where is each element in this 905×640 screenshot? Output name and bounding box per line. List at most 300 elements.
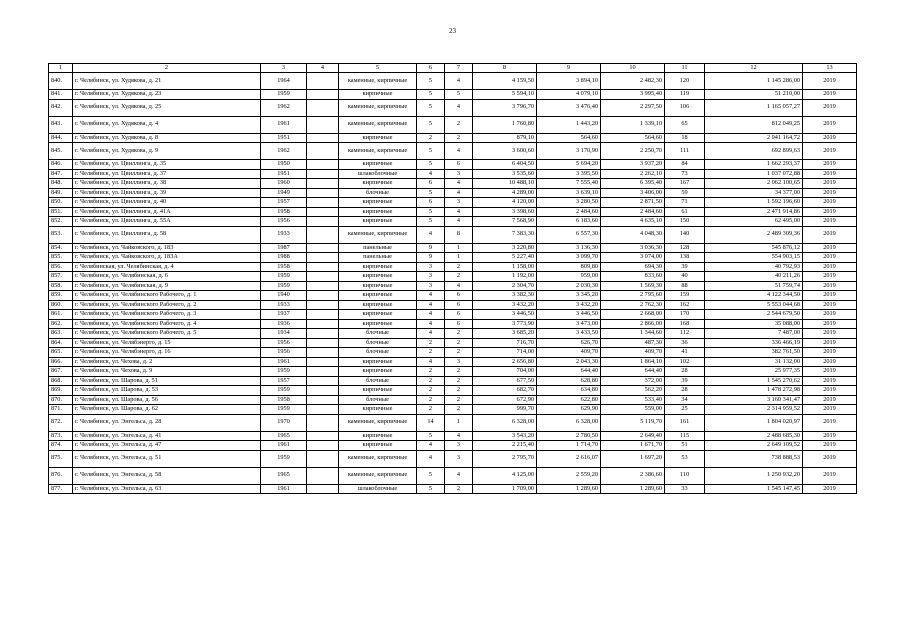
cell-wall-material: кирпичные — [339, 291, 417, 301]
table-row — [49, 310, 857, 320]
cell-cost: 1 145 286,00 — [705, 73, 803, 90]
cell-col4 — [307, 90, 339, 100]
cell-entrances: 1 — [445, 414, 473, 431]
cell-residential-area: 372,00 — [601, 376, 665, 386]
cell-residential-area: 2 871,50 — [601, 198, 665, 208]
cell-col4 — [307, 467, 339, 484]
cell-cost: 31 132,00 — [705, 357, 803, 367]
cell-entrances: 4 — [445, 143, 473, 160]
cell-year: 2019 — [803, 291, 857, 301]
cell-residents: 33 — [665, 484, 705, 494]
cell-col4 — [307, 441, 339, 451]
table-row — [49, 367, 857, 377]
cell-premises-area: 4 079,10 — [537, 90, 601, 100]
cell-address: г. Челябинск, ул. Худякова, д. 25 — [73, 99, 261, 116]
cell-build-year: 1959 — [261, 281, 307, 291]
cell-col4 — [307, 405, 339, 415]
cell-premises-area: 959,00 — [537, 272, 601, 282]
cell-build-year: 1950 — [261, 160, 307, 170]
cell-build-year: 1959 — [261, 90, 307, 100]
cell-residents: 112 — [665, 329, 705, 339]
cell-residential-area: 3 406,00 — [601, 188, 665, 198]
cell-address: г. Челябинск, ул. Цвиллинга, д. 38 — [73, 179, 261, 189]
cell-total-area: 2 304,70 — [473, 281, 537, 291]
cell-premises-area: 1 289,60 — [537, 484, 601, 494]
cell-floors: 4 — [417, 319, 445, 329]
cell-premises-area: 3 280,50 — [537, 198, 601, 208]
cell-col4 — [307, 386, 339, 396]
cell-floors: 3 — [417, 272, 445, 282]
cell-premises-area: 2 030,30 — [537, 281, 601, 291]
cell-build-year: 1961 — [261, 441, 307, 451]
cell-residents: 73 — [665, 169, 705, 179]
table-row — [49, 73, 857, 90]
table-row — [49, 291, 857, 301]
cell-col4 — [307, 376, 339, 386]
cell-wall-material: блочные — [339, 338, 417, 348]
cell-entrances: 2 — [445, 348, 473, 358]
cell-total-area: 3 685,20 — [473, 329, 537, 339]
cell-year: 2019 — [803, 90, 857, 100]
cell-entrances: 4 — [445, 217, 473, 227]
cell-row-number: 849. — [49, 188, 73, 198]
cell-total-area: 3 773,90 — [473, 319, 537, 329]
cell-wall-material: каменные, кирпичные — [339, 99, 417, 116]
cell-premises-area: 3 432,20 — [537, 300, 601, 310]
cell-entrances: 2 — [445, 395, 473, 405]
cell-premises-area: 6 557,30 — [537, 226, 601, 243]
cell-row-number: 863. — [49, 329, 73, 339]
cell-row-number: 851. — [49, 207, 73, 217]
cell-residential-area: 4 635,10 — [601, 217, 665, 227]
cell-col4 — [307, 281, 339, 291]
cell-cost: 545 876,12 — [705, 243, 803, 253]
cell-residents: 170 — [665, 310, 705, 320]
cell-row-number: 874. — [49, 441, 73, 451]
cell-total-area: 3 220,80 — [473, 243, 537, 253]
cell-year: 2019 — [803, 338, 857, 348]
cell-residential-area: 3 937,20 — [601, 160, 665, 170]
cell-build-year: 1934 — [261, 329, 307, 339]
cell-wall-material: кирпичные — [339, 281, 417, 291]
cell-total-area: 677,50 — [473, 376, 537, 386]
cell-residents: 159 — [665, 291, 705, 301]
cell-premises-area: 2 484,60 — [537, 207, 601, 217]
cell-wall-material: каменные, кирпичные — [339, 450, 417, 467]
cell-build-year: 1964 — [261, 73, 307, 90]
cell-wall-material: каменные, кирпичные — [339, 467, 417, 484]
cell-residents: 65 — [665, 116, 705, 133]
cell-residents: 18 — [665, 133, 705, 143]
cell-col4 — [307, 133, 339, 143]
cell-year: 2019 — [803, 226, 857, 243]
cell-row-number: 855. — [49, 253, 73, 263]
table-row — [49, 90, 857, 100]
cell-residents: 84 — [665, 160, 705, 170]
cell-build-year: 1970 — [261, 414, 307, 431]
cell-year: 2019 — [803, 376, 857, 386]
cell-residential-area: 2 668,00 — [601, 310, 665, 320]
cell-premises-area: 644,40 — [537, 367, 601, 377]
table-row — [49, 300, 857, 310]
cell-row-number: 848. — [49, 179, 73, 189]
cell-row-number: 857. — [49, 272, 73, 282]
cell-premises-area: 1 443,20 — [537, 116, 601, 133]
table-row — [49, 386, 857, 396]
table-row — [49, 272, 857, 282]
cell-total-area: 3 543,20 — [473, 431, 537, 441]
cell-row-number: 858. — [49, 281, 73, 291]
cell-residents: 161 — [665, 414, 705, 431]
cell-residential-area: 562,20 — [601, 386, 665, 396]
cell-row-number: 842. — [49, 99, 73, 116]
column-number-6: 6 — [417, 64, 445, 73]
cell-premises-area: 622,80 — [537, 395, 601, 405]
cell-entrances: 4 — [445, 431, 473, 441]
cell-col4 — [307, 143, 339, 160]
cell-build-year: 1958 — [261, 207, 307, 217]
cell-address: г. Челябинск, ул. Челябинская, д. 6 — [73, 272, 261, 282]
cell-year: 2019 — [803, 253, 857, 263]
cell-row-number: 872. — [49, 414, 73, 431]
cell-residents: 39 — [665, 376, 705, 386]
cell-wall-material: кирпичные — [339, 217, 417, 227]
cell-year: 2019 — [803, 310, 857, 320]
cell-cost: 2 941 164,72 — [705, 133, 803, 143]
cell-row-number: 861. — [49, 310, 73, 320]
cell-cost: 1 037 072,88 — [705, 169, 803, 179]
cell-col4 — [307, 207, 339, 217]
cell-residents: 119 — [665, 90, 705, 100]
cell-floors: 4 — [417, 441, 445, 451]
cell-row-number: 865. — [49, 348, 73, 358]
table-row — [49, 143, 857, 160]
table-row — [49, 484, 857, 494]
table-row — [49, 357, 857, 367]
cell-year: 2019 — [803, 160, 857, 170]
cell-wall-material: кирпичные — [339, 319, 417, 329]
cell-premises-area: 3 639,10 — [537, 188, 601, 198]
cell-cost: 35 088,00 — [705, 319, 803, 329]
cell-year: 2019 — [803, 198, 857, 208]
cell-row-number: 859. — [49, 291, 73, 301]
table-header — [49, 64, 857, 73]
cell-year: 2019 — [803, 484, 857, 494]
table-row — [49, 395, 857, 405]
cell-premises-area: 3 345,20 — [537, 291, 601, 301]
cell-cost: 1 804 020,97 — [705, 414, 803, 431]
cell-premises-area: 5 694,20 — [537, 160, 601, 170]
cell-build-year: 1961 — [261, 484, 307, 494]
cell-total-area: 4 159,50 — [473, 73, 537, 90]
cell-entrances: 4 — [445, 467, 473, 484]
cell-row-number: 845. — [49, 143, 73, 160]
cell-build-year: 1956 — [261, 338, 307, 348]
table-row — [49, 441, 857, 451]
cell-floors: 2 — [417, 376, 445, 386]
cell-floors: 5 — [417, 90, 445, 100]
cell-premises-area: 626,70 — [537, 338, 601, 348]
cell-residential-area: 6 395,40 — [601, 179, 665, 189]
cell-address: г. Челябинск, ул. Челябэнерго, д. 15 — [73, 338, 261, 348]
cell-row-number: 871. — [49, 405, 73, 415]
cell-wall-material: панельные — [339, 253, 417, 263]
cell-entrances: 4 — [445, 207, 473, 217]
cell-residents: 71 — [665, 198, 705, 208]
cell-floors: 5 — [417, 116, 445, 133]
cell-wall-material: блочные — [339, 348, 417, 358]
cell-col4 — [307, 179, 339, 189]
cell-total-area: 4 120,00 — [473, 198, 537, 208]
cell-premises-area: 809,80 — [537, 262, 601, 272]
cell-residents: 61 — [665, 207, 705, 217]
cell-row-number: 840. — [49, 73, 73, 90]
cell-total-area: 7 568,90 — [473, 217, 537, 227]
cell-premises-area: 3 170,90 — [537, 143, 601, 160]
cell-row-number: 867. — [49, 367, 73, 377]
cell-residents: 36 — [665, 338, 705, 348]
cell-premises-area: 629,90 — [537, 405, 601, 415]
cell-total-area: 2 656,80 — [473, 357, 537, 367]
cell-cost: 1 478 272,98 — [705, 386, 803, 396]
cell-wall-material: панельные — [339, 243, 417, 253]
cell-residents: 162 — [665, 300, 705, 310]
cell-residents: 167 — [665, 179, 705, 189]
cell-entrances: 5 — [445, 90, 473, 100]
cell-residential-area: 5 119,70 — [601, 414, 665, 431]
column-number-13: 13 — [803, 64, 857, 73]
column-number-8: 8 — [473, 64, 537, 73]
cell-residents: 168 — [665, 319, 705, 329]
cell-col4 — [307, 319, 339, 329]
cell-premises-area: 2 043,30 — [537, 357, 601, 367]
cell-address: г. Челябинск, ул. Чайковского, д. 183 — [73, 243, 261, 253]
cell-year: 2019 — [803, 169, 857, 179]
cell-residents: 138 — [665, 253, 705, 263]
cell-build-year: 1956 — [261, 217, 307, 227]
cell-build-year: 1957 — [261, 376, 307, 386]
cell-col4 — [307, 116, 339, 133]
cell-build-year: 1959 — [261, 450, 307, 467]
cell-row-number: 876. — [49, 467, 73, 484]
cell-cost: 62 495,00 — [705, 217, 803, 227]
cell-wall-material: кирпичные — [339, 310, 417, 320]
cell-total-area: 5 594,10 — [473, 90, 537, 100]
cell-row-number: 844. — [49, 133, 73, 143]
column-number-2: 2 — [73, 64, 261, 73]
cell-floors: 3 — [417, 281, 445, 291]
cell-address: г. Челябинск, ул. Челябинского Рабочего, д. 4 — [73, 319, 261, 329]
cell-total-area: 999,70 — [473, 405, 537, 415]
cell-build-year: 1958 — [261, 262, 307, 272]
cell-address: г. Челябинск, ул. Цвиллинга, д. 39 — [73, 188, 261, 198]
cell-entrances: 1 — [445, 243, 473, 253]
cell-total-area: 3 398,60 — [473, 207, 537, 217]
cell-residential-area: 1 289,60 — [601, 484, 665, 494]
cell-total-area: 704,00 — [473, 367, 537, 377]
cell-residents: 106 — [665, 99, 705, 116]
cell-row-number: 843. — [49, 116, 73, 133]
cell-address: г. Челябинск, ул. Худякова, д. 9 — [73, 143, 261, 160]
column-number-7: 7 — [445, 64, 473, 73]
cell-cost: 34 377,00 — [705, 188, 803, 198]
cell-year: 2019 — [803, 319, 857, 329]
cell-wall-material: кирпичные — [339, 160, 417, 170]
cell-premises-area: 6 328,00 — [537, 414, 601, 431]
cell-col4 — [307, 217, 339, 227]
cell-build-year: 1987 — [261, 243, 307, 253]
cell-wall-material: кирпичные — [339, 405, 417, 415]
cell-col4 — [307, 291, 339, 301]
cell-row-number: 862. — [49, 319, 73, 329]
table-row — [49, 376, 857, 386]
cell-floors: 3 — [417, 262, 445, 272]
cell-build-year: 1936 — [261, 319, 307, 329]
cell-year: 2019 — [803, 188, 857, 198]
cell-total-area: 6 404,50 — [473, 160, 537, 170]
cell-entrances: 6 — [445, 319, 473, 329]
cell-floors: 5 — [417, 467, 445, 484]
cell-premises-area: 6 183,60 — [537, 217, 601, 227]
cell-year: 2019 — [803, 367, 857, 377]
cell-address: г. Челябинск, ул. Челябинская, д. 9 — [73, 281, 261, 291]
cell-residential-area: 2 866,00 — [601, 319, 665, 329]
cell-residents: 40 — [665, 272, 705, 282]
cell-cost: 2 062 100,65 — [705, 179, 803, 189]
cell-year: 2019 — [803, 467, 857, 484]
cell-address: г. Челябинск, ул. Челябинского Рабочего, д. 3 — [73, 310, 261, 320]
cell-entrances: 4 — [445, 73, 473, 90]
table-row — [49, 405, 857, 415]
cell-wall-material: кирпичные — [339, 90, 417, 100]
cell-year: 2019 — [803, 300, 857, 310]
cell-row-number: 856. — [49, 262, 73, 272]
cell-residential-area: 2 795,60 — [601, 291, 665, 301]
cell-floors: 2 — [417, 405, 445, 415]
cell-col4 — [307, 226, 339, 243]
cell-address: г. Челябинск, ул. Челябинского Рабочего, д. 5 — [73, 329, 261, 339]
cell-residential-area: 2 262,10 — [601, 169, 665, 179]
cell-floors: 5 — [417, 431, 445, 441]
table-row — [49, 414, 857, 431]
cell-col4 — [307, 300, 339, 310]
cell-row-number: 875. — [49, 450, 73, 467]
cell-row-number: 877. — [49, 484, 73, 494]
cell-floors: 2 — [417, 338, 445, 348]
cell-total-area: 1 709,00 — [473, 484, 537, 494]
table-row — [49, 116, 857, 133]
cell-entrances: 6 — [445, 291, 473, 301]
cell-build-year: 1961 — [261, 116, 307, 133]
table-row — [49, 338, 857, 348]
cell-build-year: 1949 — [261, 188, 307, 198]
cell-total-area: 1 760,80 — [473, 116, 537, 133]
cell-year: 2019 — [803, 99, 857, 116]
cell-col4 — [307, 357, 339, 367]
cell-address: г. Челябинск, ул. Энгельса, д. 47 — [73, 441, 261, 451]
cell-total-area: 4 289,00 — [473, 188, 537, 198]
cell-wall-material: каменные, кирпичные — [339, 414, 417, 431]
cell-cost: 1 592 196,60 — [705, 198, 803, 208]
cell-residential-area: 1 344,60 — [601, 329, 665, 339]
cell-cost: 2 489 309,36 — [705, 226, 803, 243]
cell-col4 — [307, 198, 339, 208]
cell-cost: 1 545 147,45 — [705, 484, 803, 494]
cell-build-year: 1933 — [261, 300, 307, 310]
cell-col4 — [307, 338, 339, 348]
cell-floors: 4 — [417, 291, 445, 301]
cell-cost: 692 899,63 — [705, 143, 803, 160]
cell-address: г. Челябинск, ул. Цвиллинга, д. 41А — [73, 207, 261, 217]
table-row — [49, 329, 857, 339]
cell-total-area: 10 488,10 — [473, 179, 537, 189]
cell-residential-area: 2 250,70 — [601, 143, 665, 160]
cell-residents: 140 — [665, 226, 705, 243]
table-row — [49, 348, 857, 358]
cell-address: г. Челябинск, ул. Шарова, д. 56 — [73, 395, 261, 405]
cell-year: 2019 — [803, 395, 857, 405]
column-number-12: 12 — [705, 64, 803, 73]
cell-address: г. Челябинск, ул. Цвиллинга, д. 35 — [73, 160, 261, 170]
cell-entrances: 3 — [445, 441, 473, 451]
cell-year: 2019 — [803, 405, 857, 415]
cell-row-number: 869. — [49, 386, 73, 396]
cell-col4 — [307, 99, 339, 116]
cell-premises-area: 628,80 — [537, 376, 601, 386]
cell-residents: 39 — [665, 262, 705, 272]
cell-address: г. Челябинск, ул. Худякова, д. 4 — [73, 116, 261, 133]
cell-entrances: 2 — [445, 367, 473, 377]
cell-residential-area: 559,00 — [601, 405, 665, 415]
cell-residents: 120 — [665, 73, 705, 90]
cell-premises-area: 3 099,70 — [537, 253, 601, 263]
cell-build-year: 1959 — [261, 405, 307, 415]
cell-premises-area: 2 780,50 — [537, 431, 601, 441]
cell-cost: 1 250 932,20 — [705, 467, 803, 484]
cell-total-area: 1 158,00 — [473, 262, 537, 272]
cell-floors: 5 — [417, 207, 445, 217]
cell-entrances: 3 — [445, 357, 473, 367]
cell-address: г. Челябинск, ул. Чайковского, д. 183А — [73, 253, 261, 263]
table-row — [49, 133, 857, 143]
cell-residents: 111 — [665, 143, 705, 160]
cell-cost: 40 792,93 — [705, 262, 803, 272]
cell-entrances: 6 — [445, 160, 473, 170]
cell-wall-material: каменные, кирпичные — [339, 226, 417, 243]
cell-wall-material: каменные, кирпичные — [339, 73, 417, 90]
cell-row-number: 841. — [49, 90, 73, 100]
cell-floors: 2 — [417, 395, 445, 405]
cell-premises-area: 2 616,07 — [537, 450, 601, 467]
cell-col4 — [307, 160, 339, 170]
cell-floors: 2 — [417, 348, 445, 358]
cell-entrances: 2 — [445, 338, 473, 348]
cell-residential-area: 4 048,30 — [601, 226, 665, 243]
cell-total-area: 3 796,70 — [473, 99, 537, 116]
cell-col4 — [307, 348, 339, 358]
cell-floors: 9 — [417, 253, 445, 263]
cell-col4 — [307, 243, 339, 253]
cell-year: 2019 — [803, 450, 857, 467]
cell-year: 2019 — [803, 281, 857, 291]
cell-premises-area: 634,80 — [537, 386, 601, 396]
cell-address: г. Челябинская, ул. Челябинская, д. 4 — [73, 262, 261, 272]
cell-wall-material: кирпичные — [339, 300, 417, 310]
table-row — [49, 169, 857, 179]
cell-col4 — [307, 367, 339, 377]
cell-year: 2019 — [803, 262, 857, 272]
cell-row-number: 847. — [49, 169, 73, 179]
